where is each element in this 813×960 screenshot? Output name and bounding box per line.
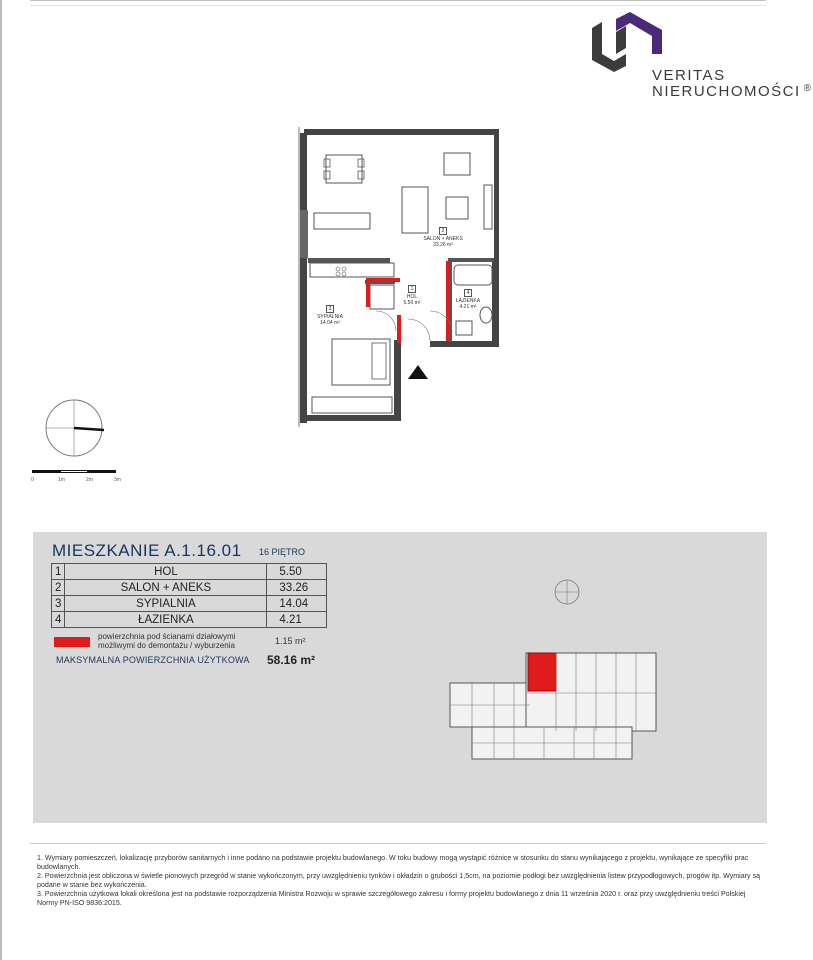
scale-segment — [60, 470, 88, 473]
removable-wall-swatch — [54, 637, 90, 647]
page-frame-top — [30, 0, 766, 1]
brand-mark-icon — [590, 10, 670, 70]
row-area: 4.21 — [267, 612, 327, 628]
scale-label: 2m — [86, 477, 93, 483]
keyplan-compass-icon — [555, 580, 579, 604]
row-area: 33.26 — [267, 580, 327, 596]
row-number: 4 — [52, 612, 65, 628]
brand-logo — [590, 10, 813, 100]
window-north — [335, 129, 495, 135]
page-frame-left — [0, 0, 2, 960]
brand-name-line1: VERITAS — [652, 67, 726, 84]
room-area: 4.21 m² — [459, 304, 477, 310]
footnote-3: 3. Powierzchnia użytkowa lokali określona jest na podstawie rozporządzenia Ministra Rozwoju w sprawie szczegółowego zakresu i formy projektu budowlanego z dnia 11 września 2020 r. oraz przy uwzględnieniu treści Polskiej Normy PN-ISO 9836:2015. — [37, 889, 746, 907]
scale-label: 3m — [114, 477, 121, 483]
wall-bedroom-east — [394, 340, 401, 421]
building-key-plan — [444, 575, 664, 775]
bathtub — [454, 265, 492, 285]
legend-line2: możliwymi do demontażu / wyburzenia — [98, 641, 235, 650]
room-area-table — [51, 563, 327, 628]
room-label-lazienka — [452, 289, 484, 310]
hob-ring — [342, 272, 346, 276]
wall-south-bedroom — [306, 415, 400, 421]
wardrobe — [312, 397, 392, 413]
room-area: 14.04 m² — [320, 320, 340, 326]
room-area: 5.50 m² — [403, 300, 421, 306]
washbasin — [456, 321, 472, 335]
row-area: 5.50 — [267, 564, 327, 580]
footnote-2: 2. Powierzchnia jest obliczona w świetle pionowych przegród w stanie wykończonym, przy uwzględnieniu tynków i okładzin o grubości 1,5cm, na poziomie podłogi bez uwzględnienia listew przypodłogowych, progów itp. Wymiary są podane w stanie bez wykończenia. — [37, 871, 761, 889]
window-west — [300, 210, 308, 258]
room-name: ŁAZIENKA — [455, 298, 481, 304]
row-number: 3 — [52, 596, 65, 612]
scale-label: 1m — [58, 477, 65, 483]
footnote-1: 1. Wymiary pomieszczeń, lokalizację przyborów sanitarnych i inne podano na podstawie projektu budowlanego. W toku budowy mogą wystąpić różnice w stosunku do stanu wynikającego z projektu, wynikające ze specyfiki prac budowlanych. — [37, 854, 749, 871]
row-name: HOL — [65, 564, 267, 580]
max-area-label: MAKSYMALNA POWIERZCHNIA UŻYTKOWA — [56, 655, 250, 665]
registered-mark: ® — [803, 83, 813, 94]
row-name: SYPIALNIA — [65, 596, 267, 612]
room-number: 2 — [439, 227, 447, 235]
table-row — [52, 596, 327, 612]
row-number: 2 — [52, 580, 65, 596]
room-label-salon — [420, 227, 466, 248]
room-area: 33.26 m² — [433, 242, 453, 248]
brand-name-line2-text: NIERUCHOMOŚCI — [652, 83, 801, 100]
table-row — [52, 612, 327, 628]
footnotes — [37, 854, 767, 907]
hall-closet — [370, 285, 394, 309]
room-number: 4 — [464, 289, 472, 297]
row-number: 1 — [52, 564, 65, 580]
floor-plan — [280, 115, 520, 435]
entrance-arrow-icon — [408, 365, 428, 379]
apartment-floor: 16 PIĘTRO — [259, 547, 306, 557]
scale-label: 0 — [31, 477, 34, 483]
removable-wall-closet — [366, 283, 370, 307]
scale-segment — [88, 470, 116, 473]
table-row — [52, 564, 327, 580]
scale-segment — [32, 470, 60, 473]
wall-kitchen — [308, 258, 390, 263]
room-name: SYPIALNIA — [317, 314, 343, 320]
wall-bath-top — [448, 258, 494, 262]
compass-icon — [40, 398, 110, 464]
apartment-title: MIESZKANIE A.1.16.01 — [52, 541, 242, 560]
kitchen-counter — [310, 263, 394, 277]
removable-wall-hall — [366, 278, 400, 282]
removable-wall-legend — [98, 632, 235, 650]
room-label-hol — [400, 285, 424, 306]
max-area-value: 58.16 m² — [267, 653, 316, 667]
hob-ring — [336, 267, 340, 271]
balcony-rail — [298, 127, 300, 427]
wall-south-entry — [430, 341, 498, 347]
hob-ring — [342, 267, 346, 271]
hob-ring — [336, 272, 340, 276]
scale-bar — [30, 468, 130, 488]
bed — [332, 339, 390, 385]
page-frame-top-inner — [30, 5, 766, 6]
table-row — [52, 580, 327, 596]
footnote-divider — [30, 843, 766, 844]
removable-wall-area: 1.15 m² — [275, 636, 306, 646]
brand-name-line2 — [652, 83, 813, 100]
row-name: ŁAZIENKA — [65, 612, 267, 628]
room-name: SALON + ANEKS — [423, 236, 463, 242]
wall-west — [300, 133, 307, 423]
room-label-sypialnia — [310, 305, 350, 326]
removable-wall-bedroom — [397, 315, 401, 343]
removable-wall-bath — [446, 261, 450, 341]
row-name: SALON + ANEKS — [65, 580, 267, 596]
bed-pillow — [372, 343, 386, 379]
room-name: HOL — [406, 294, 418, 300]
door-swing — [376, 311, 396, 331]
door-swing — [408, 319, 430, 341]
room-number: 1 — [408, 285, 416, 293]
row-area: 14.04 — [267, 596, 327, 612]
floor-plan-drawing — [280, 115, 520, 435]
legend-line1: powierzchnia pod ścianami działowymi — [98, 632, 236, 641]
room-number: 3 — [326, 305, 334, 313]
